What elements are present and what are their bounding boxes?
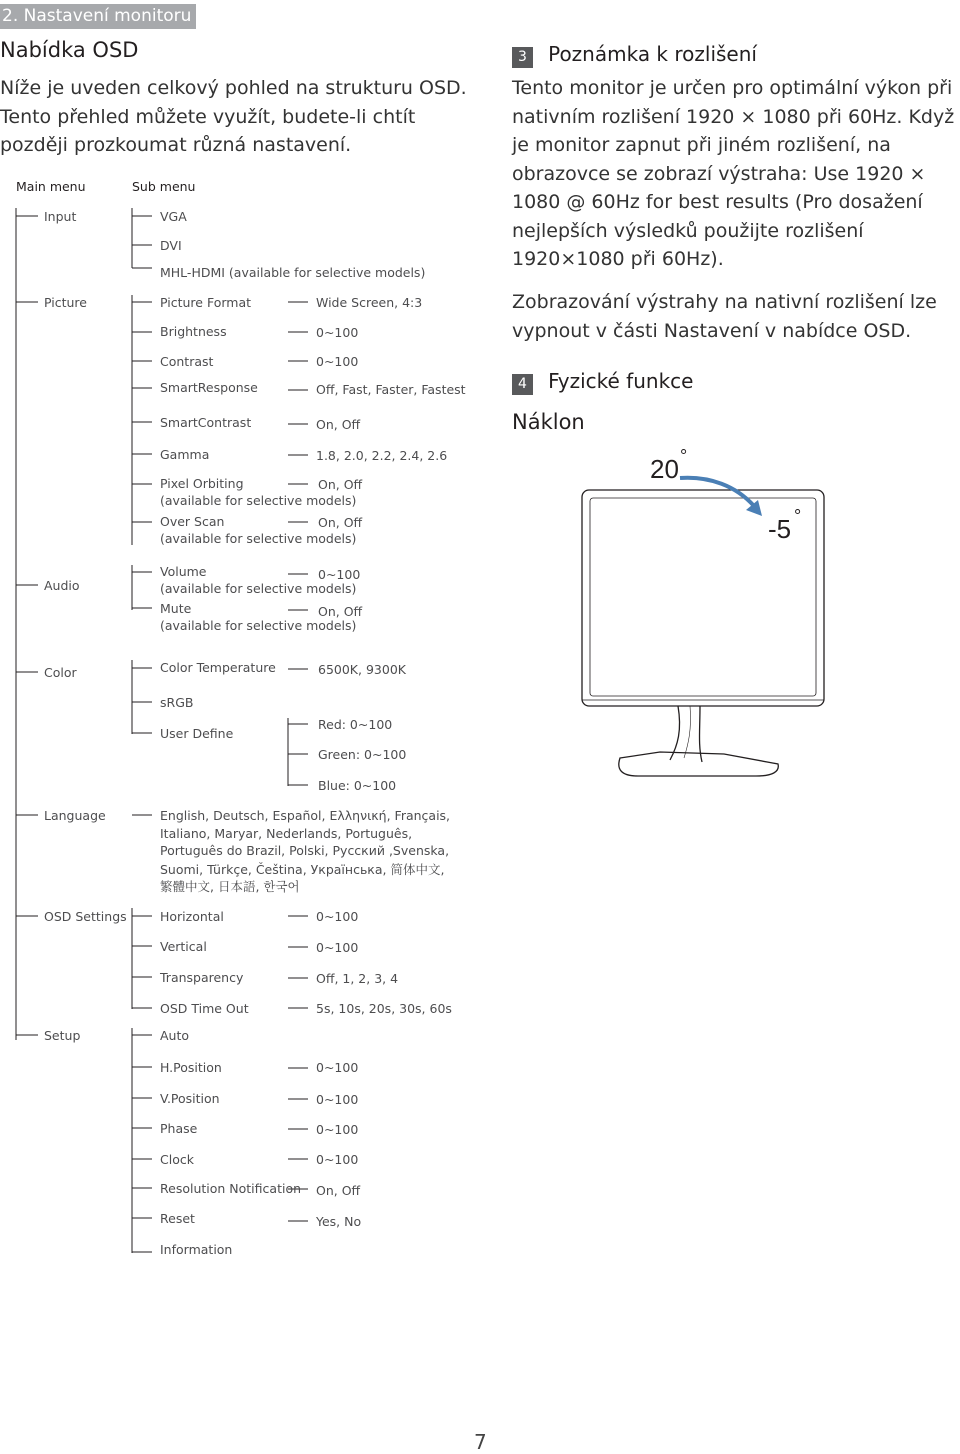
sub-item-phase: Phase <box>160 1121 198 1136</box>
value-picture-format: Wide Screen, 4:3 <box>316 295 423 310</box>
sub-item-contrast: Contrast <box>160 354 214 369</box>
sub-item-osd-time-out: OSD Time Out <box>160 1001 249 1016</box>
value-mute: On, Off <box>318 604 363 619</box>
sub-item-srgb: sRGB <box>160 695 194 710</box>
sub-item-information: Information <box>160 1242 233 1257</box>
value-reset: Yes, No <box>316 1214 362 1229</box>
value-osd-time-out: 5s, 10s, 20s, 30s, 60s <box>316 1001 452 1016</box>
main-item-language: Language <box>44 808 106 823</box>
value-transparency: Off, 1, 2, 3, 4 <box>316 971 399 986</box>
sub-item-transparency: Transparency <box>160 970 244 985</box>
section-4-title: Fyzické funkce <box>548 369 694 393</box>
sub-item-mhl-hdmi: MHL-HDMI (available for selective models) <box>160 265 426 280</box>
language-list-line: Suomi, Türkçe, Čeština, Українська, 简体中文, <box>160 862 445 877</box>
value-resolution-notification: On, Off <box>316 1183 361 1198</box>
value-pixel-orbiting: On, Off <box>318 477 363 492</box>
resolution-warning-paragraph: Zobrazování výstrahy na nativní rozlišení lze vypnout v části Nastavení v nabídce OSD. <box>512 291 937 342</box>
value-color-temperature: 6500K, 9300K <box>318 662 406 677</box>
sub-item-note: (available for selective models) <box>160 493 357 508</box>
value-contrast: 0~100 <box>316 354 359 369</box>
sub-item-note: (available for selective models) <box>160 531 357 546</box>
value-v-position: 0~100 <box>316 1092 359 1107</box>
osd-intro: Níže je uveden celkový pohled na strukturu OSD. Tento přehled můžete využít, budete-li chtít později prozkoumat různá nastavení. <box>0 77 467 156</box>
sub-item-mute: Mute <box>160 601 192 616</box>
tilt-back-label: 20 <box>650 454 679 484</box>
language-list-line: English, Deutsch, Español, Ελληνική, Français, <box>160 808 451 823</box>
degree-symbol: ° <box>794 506 802 526</box>
value-horizontal: 0~100 <box>316 909 359 924</box>
main-item-osd-settings: OSD Settings <box>44 909 127 924</box>
sub-item-reset: Reset <box>160 1211 195 1226</box>
chapter-tab: 2. Nastavení monitoru <box>0 4 196 29</box>
tree-header-sub: Sub menu <box>132 179 196 194</box>
page-number: 7 <box>474 1430 487 1454</box>
section-4-heading <box>512 369 693 395</box>
language-list-line: Português do Brazil, Polski, Русский ,Svenska, <box>160 843 450 858</box>
value-brightness: 0~100 <box>316 325 359 340</box>
sub-item-vga: VGA <box>160 209 187 224</box>
value-h-position: 0~100 <box>316 1060 359 1075</box>
language-list-line: Italiano, Maryar, Nederlands, Português, <box>160 826 413 841</box>
language-list-line: 繁體中文, 日本語, 한국어 <box>160 879 300 894</box>
value-blue: Blue: 0~100 <box>318 778 397 793</box>
value-over-scan: On, Off <box>318 515 363 530</box>
main-item-setup: Setup <box>44 1028 81 1043</box>
degree-symbol: ° <box>680 446 688 466</box>
value-phase: 0~100 <box>316 1122 359 1137</box>
sub-item-horizontal: Horizontal <box>160 909 224 924</box>
sub-item-note: (available for selective models) <box>160 581 357 596</box>
value-clock: 0~100 <box>316 1152 359 1167</box>
sub-item-h-position: H.Position <box>160 1060 222 1075</box>
sub-item-dvi: DVI <box>160 238 182 253</box>
sub-item-picture-format: Picture Format <box>160 295 252 310</box>
sub-item-v-position: V.Position <box>160 1091 220 1106</box>
value-volume: 0~100 <box>318 567 361 582</box>
sub-item-smartcontrast: SmartContrast <box>160 415 252 430</box>
section-number-badge: 3 <box>512 47 533 68</box>
main-item-picture: Picture <box>44 295 87 310</box>
resolution-note-paragraph: Tento monitor je určen pro optimální výkon při nativním rozlišení 1920 × 1080 při 60Hz. Když je monitor zapnut při jiném rozlišení, na obrazovce se zobrazí výstraha: Use 1920 × 1080 @ 60Hz for best results (Pro dosažení nejlepších výsledků použijte rozlišení 1920×1080 při 60Hz). <box>512 77 955 270</box>
sub-item-note: (available for selective models) <box>160 618 357 633</box>
sub-item-clock: Clock <box>160 1152 194 1167</box>
section-3-heading <box>512 42 757 68</box>
sub-item-color-temperature: Color Temperature <box>160 660 276 675</box>
sub-item-pixel-orbiting: Pixel Orbiting <box>160 476 244 491</box>
section-number-badge: 4 <box>512 374 533 395</box>
sub-item-brightness: Brightness <box>160 324 227 339</box>
sub-item-resolution-notification: Resolution Notification <box>160 1181 302 1196</box>
value-smartcontrast: On, Off <box>316 417 361 432</box>
sub-item-vertical: Vertical <box>160 939 207 954</box>
value-smartresponse: Off, Fast, Faster, Fastest <box>316 382 466 397</box>
sub-item-smartresponse: SmartResponse <box>160 380 258 395</box>
sub-item-user-define: User Define <box>160 726 234 741</box>
value-gamma: 1.8, 2.0, 2.2, 2.4, 2.6 <box>316 448 448 463</box>
monitor-tilt-illustration <box>560 440 850 785</box>
osd-menu-title: Nabídka OSD <box>0 38 139 62</box>
value-vertical: 0~100 <box>316 940 359 955</box>
value-red: Red: 0~100 <box>318 717 393 732</box>
sub-item-auto: Auto <box>160 1028 190 1043</box>
section-3-title: Poznámka k rozlišení <box>548 42 757 66</box>
value-green: Green: 0~100 <box>318 747 407 762</box>
tilt-subtitle: Náklon <box>512 410 585 434</box>
sub-item-over-scan: Over Scan <box>160 514 225 529</box>
main-item-audio: Audio <box>44 578 80 593</box>
main-item-color: Color <box>44 665 77 680</box>
tilt-front-label: -5 <box>768 514 792 544</box>
sub-item-gamma: Gamma <box>160 447 210 462</box>
main-item-input: Input <box>44 209 77 224</box>
tree-header-main: Main menu <box>16 179 86 194</box>
sub-item-volume: Volume <box>160 564 207 579</box>
